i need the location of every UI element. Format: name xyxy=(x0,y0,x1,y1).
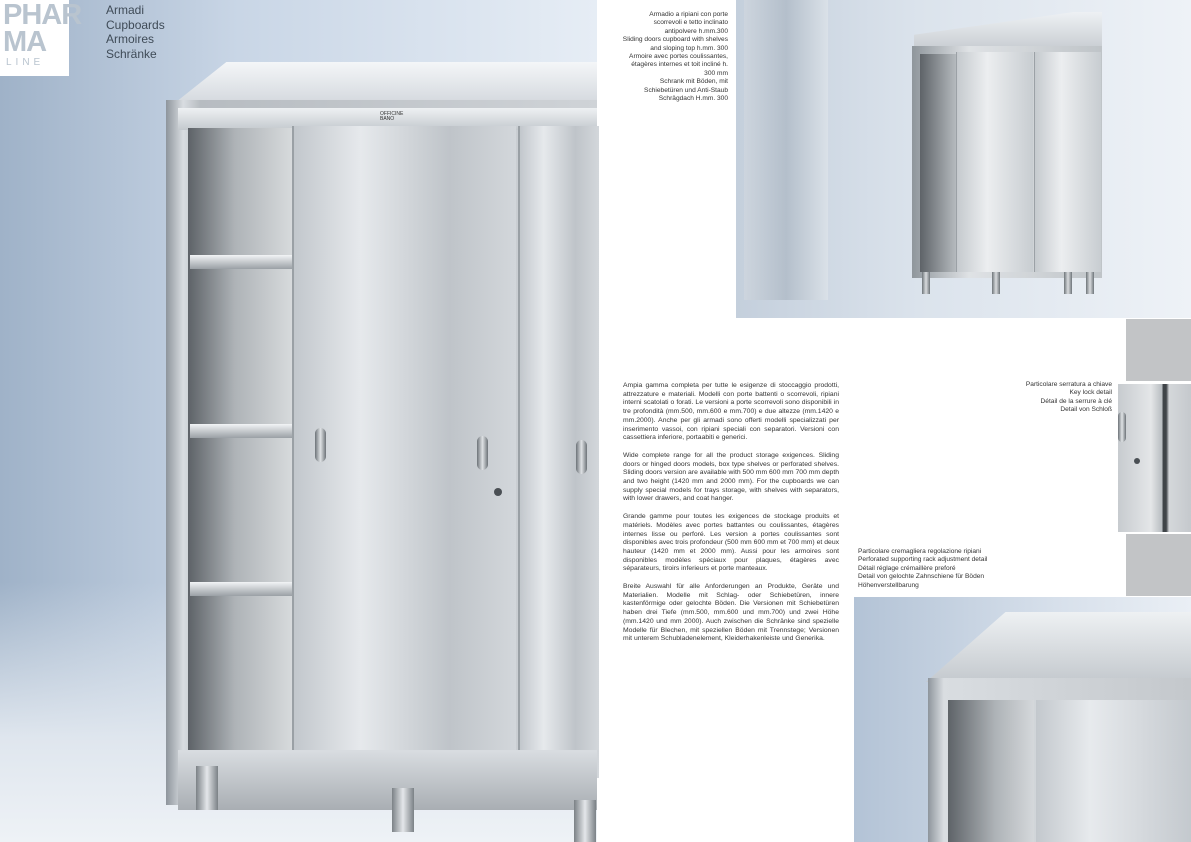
cupboard-base xyxy=(178,750,597,810)
title-de: Schränke xyxy=(106,46,157,61)
cupboard-shelf xyxy=(190,255,292,269)
description-it: Ampia gamma completa per tutte le esigenze di stoccaggio prodotti, attrezzature e materiali. Modelli con porte battenti o scorrevoli, ripiani interni scatolati o forati. Le versioni a porte scorrevoli sono disponibili in tre profondità (mm.500, mm.600 e mm.700) e due altezze (mm.1420 e mm.2000). Anche per gli armadi sono offerti modelli specializzati per inserimento vassoi, con ripiani speciali con separatori. Versioni con cassettiera inferiore, portaabiti e generici. xyxy=(623,382,839,442)
logo-line-text: LINE xyxy=(6,57,45,68)
cupboard-leg xyxy=(196,766,218,810)
rack-detail-caption: Particolare cremagliera regolazione ripiani Perforated supporting rack adjustment detail Détail réglage crémaillère preforé Detail von gelochte Zahnschiene für Böden Höhenverstellbarung xyxy=(858,548,988,589)
title-en: Cupboards xyxy=(106,17,165,32)
description-en: Wide complete range for all the product storage exigences. Sliding doors or hinged doors models, box type shelves or perforated shelves. Sliding doors version are available with 500 mm 600 mm 700 mm depth and two height (1420 mm and 2000 mm). For the cupboards we can supply special models for trays storage, with shelves with separators, with lower drawers, and coat hanger. xyxy=(623,451,839,503)
description-de: Breite Auswahl für alle Anforderungen an Produkte, Geräte und Materialien. Modelle mit Schlag- oder Schiebetüren, innere kastenförmige oder gelochte Böden. Die Versionen mit Schiebetüren haben drei Tiefe (mm.500, mm.600 und mm.700) und zwei Höhe (mm.1420 und mm 2000). Auch zwischen die Schränke sind spezielle Modelle für Blechen, mit speziellen Böden mit Trennstege; Versionen mit unterem Schubladenelement, Kleiderhakenleiste und Generika. xyxy=(623,583,839,643)
detail-cupboard-interior xyxy=(948,700,1034,842)
detail-door-handle xyxy=(1118,412,1126,442)
small-cupboard-leg xyxy=(1086,272,1094,294)
small-cupboard-interior xyxy=(920,54,956,272)
door-handle xyxy=(477,436,488,470)
small-cupboard-leg xyxy=(1064,272,1072,294)
door-handle xyxy=(315,428,326,462)
small-cupboard-leg xyxy=(922,272,930,294)
photo-pillar xyxy=(744,0,828,300)
cupboard-shelf xyxy=(190,582,292,596)
detail-key-lock xyxy=(1134,458,1140,464)
pharma-line-logo xyxy=(0,0,82,76)
brand-plate-line: BANO xyxy=(380,116,395,122)
small-cupboard-leg xyxy=(992,272,1000,294)
small-cupboard-door xyxy=(1034,52,1101,272)
product-description xyxy=(623,382,839,653)
door-handle xyxy=(576,440,587,474)
cupboard-leg xyxy=(574,800,596,842)
cupboard-shelf xyxy=(190,424,292,438)
title-fr: Armoires xyxy=(106,32,155,46)
lock-detail-caption: Particolare serratura a chiave Key lock detail Détail de la serrure à clé Detail von Schloß xyxy=(1025,381,1112,414)
key-lock xyxy=(494,488,502,496)
cupboard-leg xyxy=(392,788,414,832)
title-it: Armadi xyxy=(106,3,145,17)
gray-accent-block xyxy=(1126,534,1191,596)
logo-wordmark: PHAR MA xyxy=(3,0,82,58)
brand-plate xyxy=(380,112,403,122)
gray-accent-block xyxy=(1126,319,1191,381)
top-photo-caption: Armadio a ripiani con porte scorrevoli e tetto inclinato antipolvere h.mm.300 Sliding doors cupboard with shelves and sloping top h.mm. 300 Armoire avec portes coulissantes, étagères internes et toit incliné h. 300 mm Schrank mit Böden, mit Schiebetüren und Anti-Staub Schrägdach H.mm. 300 xyxy=(622,11,728,103)
small-cupboard-door xyxy=(956,52,1033,272)
key-lock-detail-photo xyxy=(1118,384,1191,532)
description-fr: Grande gamme pour toutes les exigences de stockage produits et matériels. Modèles avec portes battantes ou coulissantes, étagères internes lisse ou perforé. Les version a portes coulissantes sont disponibles avec trois profondeur (500 mm 600 mm et 700 mm) et deux hauteur (1420 mm et 2000 mm). Aussi pour les armoires sont disponibles modèles spéciaux pour plaques, étagères avec séparateurs, tiroirs inferieurs et porte manteaux. xyxy=(623,513,839,573)
category-titles xyxy=(106,3,165,61)
detail-cupboard-door xyxy=(1036,700,1191,842)
cupboard-interior xyxy=(188,128,292,753)
brand-plate-line: OFFICINE xyxy=(380,111,404,117)
